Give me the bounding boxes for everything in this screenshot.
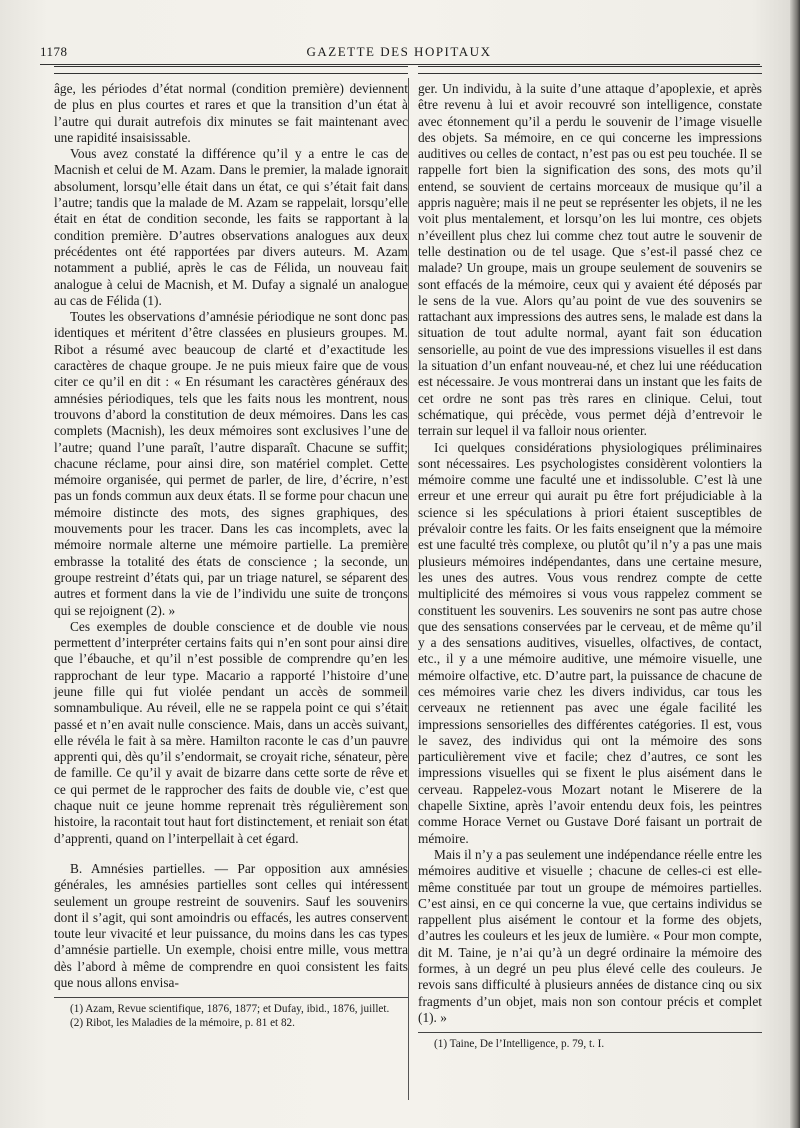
column-top-rule — [54, 66, 408, 74]
header-rule — [40, 64, 760, 65]
column-top-rule — [418, 66, 762, 74]
footnote: (2) Ribot, les Maladies de la mémoire, p. 81 et 82. — [70, 1017, 295, 1030]
footnote-rule — [54, 997, 408, 998]
footnote-rule — [418, 1032, 762, 1033]
page-number: 1178 — [40, 44, 68, 59]
footnote: (1) Azam, Revue scientifique, 1876, 1877; et Dufay, ibid., 1876, juillet. — [70, 1003, 390, 1016]
paragraph: Ici quelques considérations physiologiques préliminaires sont nécessaires. Les psychologistes considèrent volontiers la mémoire comme une faculté une et indissoluble. C’est là une erreur et une erreur qui aurait pu être fort préjudiciable à la science si les spéculations à priori étaient susceptibles de prévaloir contre les faits. Or les faits enseignent que la mémoire est une faculté très complexe, ou plutôt qu’il n’y a pas une mais plusieurs mémoires indépendantes, dans une certaine mesure, les unes des autres. Vous vous rendrez compte de cette multiplicité des mémoires si vous vous rappelez comment se constituent les souvenirs. Les souvenirs ne sont pas autre chose que des sensations conservées par le cerveau, et de même qu’il y a des sensations auditives, visuelles, olfactives, de contact, etc., il y a une mémoire auditive, une mémoire visuelle, une mémoire olfactive, etc. D’autre part, la puissance de chacune de ces mémoires varie chez les divers individus, car tous les cerveaux ne retiennent pas avec une égale facilité les impressions sensorielles des différentes catégories. Il est, vous le savez, des individus qui ont la mémoire des sons particulièrement vive et facile; chez d’autres, ce sont les impressions visuelles qui se fixent le plus aisément dans le cerveau. Rappelez-vous Mozart notant le Miserere de la chapelle Sixtine, après l’avoir entendu deux fois, les peintres comme Horace Vernet ou Gustave Doré faisant un portrait de mémoire. — [418, 439, 762, 846]
paragraph: Toutes les observations d’amnésie périodique ne sont donc pas identiques et méritent d’être classées en plusieurs groupes. M. Ribot a résumé avec beaucoup de clarté et d’exactitude les caractères de chaque groupe. Je ne puis mieux faire que de vous citer ce qu’il en dit : « En résumant les caractères généraux des amnésies périodiques, tels que les faits nous les montrent, nous trouvons d’abord la constitution de deux mémoires. Dans les cas complets (Macnish), les deux mémoires sont exclusives l’une de l’autre; quand l’une paraît, l’autre disparaît. Chacune se suffit; chacune réclame, pour ainsi dire, son matériel complet. Cette mémoire organisée, qui permet de parler, de lire, d’écrire, n’est pas un fonds commun aux deux états. Il se forme pour chacun une mémoire distincte des mots, des signes graphiques, des mouvements pour les tracer. Dans les cas incomplets, avec la mémoire normale alterne une mémoire partielle. La première embrasse la totalité des états de conscience ; la seconde, un groupe restreint d’états qui, par un triage naturel, se séparent des autres et forment dans la vie de l’individu une suite de tronçons qui se rejoignent (2). » — [54, 309, 408, 618]
paragraph: Mais il n’y a pas seulement une indépendance réelle entre les mémoires auditive et visuelle ; chacune de celles-ci est elle-même constituée par tout un groupe de mémoires partielles. C’est ainsi, en ce qui concerne la vue, que certains individus se rappellent plus aisément le contour et la forme des objets, d’autres les couleurs et les jeux de lumière. « Pour mon compte, dit M. Taine, je n’ai qu’à un degré ordinaire la mémoire des formes, à un degré un peu plus élevé celle des couleurs. Je revois sans difficulté à plusieurs années de distance cinq ou six fragments d’un objet, mais non son contour précis et complet (1). » — [418, 846, 762, 1025]
section-paragraph: B. Amnésies partielles. — Par opposition aux amnésies générales, les amnésies partielles sont celles qui intéressent seulement un groupe restreint de souvenirs. Sauf les souvenirs dont il s’agit, qui sont amoindris ou effacés, les autres conservent toute leur vivacité et leur puissance, du moins dans les cas types d’amnésie partielle. Un exemple, choisi entre mille, vous mettra dès l’abord à même de comprendre en quoi consistent les faits que nous allons envisa- — [54, 860, 408, 991]
journal-title: GAZETTE DES HOPITAUX — [306, 44, 492, 59]
paragraph: ger. Un individu, à la suite d’une attaque d’apoplexie, et après être revenu à lui et avoir recouvré son intelligence, constate avec étonnement qu’il a perdu le souvenir de l’image visuelle des objets. Sa mémoire, en ce qui concerne les impressions auditives ou celles de contact, n’est pas ou est peu touchée. Il se rappelle fort bien la signification des sons, des mots qu’il entend, se souvient de certains morceaux de musique qu’il a appris naguère; mais il ne peut se représenter les objets, il ne les voit plus mentalement, et lorsqu’on les lui montre, ces objets n’éveillent plus chez lui comme chez tout autre le souvenir de telle destination ou de tel usage. Que s’est-il passé chez ce malade? Un groupe, mais un groupe seulement de souvenirs se sont effacés de la mémoire, ceux qui y avaient été déposés par le sens de la vue. Alors qu’au point de vue des souvenirs se rattachant aux impressions des autres sens, le malade est dans la situation de tout adulte normal, ayant fait son éducation sensorielle, au point de vue des impressions visuelles il est dans la situation d’un enfant nouveau-né, et chez lui une rééducation est nécessaire. Je vous montrerai dans un instant que les faits de cet ordre ne sont pas très rares en clinique. Celui, tout schématique, qui précède, vous permet déjà d’entrevoir le terrain sur lequel il va falloir nous orienter. — [418, 81, 762, 439]
right-column — [418, 66, 762, 1051]
page-edge-shadow — [790, 0, 800, 1128]
left-column — [54, 66, 408, 1030]
column-divider — [408, 78, 409, 1100]
paragraph: Vous avez constaté la différence qu’il y a entre le cas de Macnish et celui de M. Azam. Dans le premier, la malade ignorait absolument, lorsqu’elle était dans un état, ce qui s’était fait dans l’autre; tandis que la malade de M. Azam se rappelait, lorsqu’elle était en état de condition seconde, les faits se rapportant à la condition première. D’autres observations analogues aux deux précédentes ont été rapportées par divers auteurs. M. Azam notamment a publié, après le cas de Félida, un nouveau fait analogue à celui de Macnish, et M. Dufay a signalé un analogue au cas de Félida (1). — [54, 146, 408, 308]
footnote: (1) Taine, De l’Intelligence, p. 79, t. I. — [434, 1038, 605, 1051]
paragraph: âge, les périodes d’état normal (condition première) deviennent de plus en plus courtes et rares et que la transition d’un état à l’autre qui durait autrefois dix minutes se fait maintenant avec une rapidité insaisissable. — [54, 81, 408, 145]
page-header — [40, 44, 758, 64]
paragraph: Ces exemples de double conscience et de double vie nous permettent d’interpréter certains faits qui n’en sont pour ainsi dire que l’ébauche, et qu’il n’est possible de comprendre qu’en les rapprochant de leur type. Macario a rapporté l’histoire d’une jeune fille qui fut violée pendant un accès de sommeil somnambulique. Au réveil, elle ne se rappela point ce qui s’était passé et n’en avait nulle conscience. Mais, dans un accès suivant, elle révéla le fait à sa mère. Hamilton raconte le cas d’un pauvre apprenti qui, dès qu’il s’endormait, se croyait riche, sénateur, père de famille. Ce qu’il y avait de bizarre dans cette sorte de rêve et ce qui permet de le rapprocher des faits de double vie, c’est que chaque nuit ce jeune homme reprenait très régulièrement son histoire, la racontait tout haut fort distinctement, et reniait son état d’apprenti, quand on l’interpellait à cet égard. — [54, 618, 408, 846]
